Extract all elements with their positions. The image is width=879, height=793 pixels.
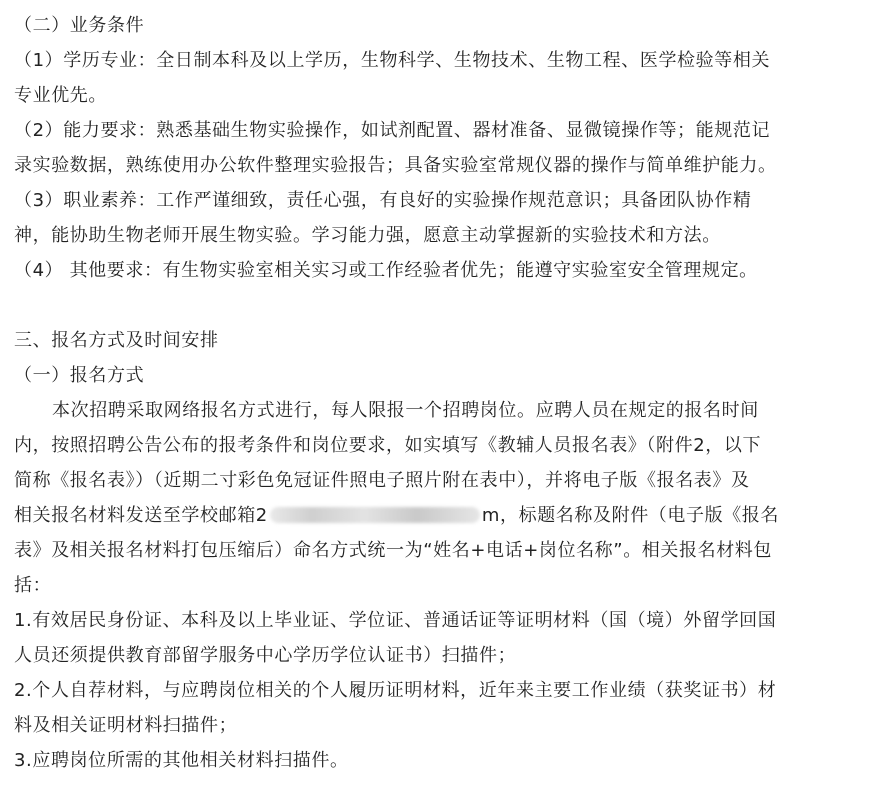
paragraph-line-3: 简称《报名表》）（近期二寸彩色免冠证件照电子照片附在表中），并将电子版《报名表》及	[14, 470, 750, 491]
email-prefix-text: 相关报名材料发送至学校邮箱2	[14, 505, 268, 526]
blank-line	[14, 288, 844, 323]
material-item-2-line-2: 料及相关证明材料扫描件；	[14, 715, 238, 736]
document-body	[14, 8, 844, 778]
material-item-2-line-1: 2.个人自荐材料，与应聘岗位相关的个人履历证明材料，近年来主要工作业绩（获奖证书）材	[14, 680, 777, 701]
paragraph-line-1: 本次招聘采取网络报名方式进行，每人限报一个招聘岗位。应聘人员在规定的报名时间	[52, 400, 759, 421]
subsection-heading-registration-method: （一）报名方式	[14, 365, 145, 386]
requirement-education-line-2: 专业优先。	[14, 85, 107, 106]
paragraph-line-6: 括：	[14, 575, 52, 596]
material-item-1-line-1: 1.有效居民身份证、本科及以上毕业证、学位证、普通话证等证明材料（国（境）外留学回国	[14, 610, 777, 631]
requirement-other-line-1: （4） 其他要求：有生物实验室相关实习或工作经验者优先；能遵守实验室安全管理规定。	[14, 260, 758, 281]
requirement-education-line-1: （1）学历专业：全日制本科及以上学历，生物科学、生物技术、生物工程、医学检验等相关	[14, 50, 771, 71]
paragraph-line-5: 表》及相关报名材料打包压缩后）命名方式统一为“姓名+电话+岗位名称”。相关报名材料包	[14, 540, 773, 561]
material-item-3-line-1: 3.应聘岗位所需的其他相关材料扫描件。	[14, 750, 349, 771]
requirement-ability-line-2: 录实验数据，熟练使用办公软件整理实验报告；具备实验室常规仪器的操作与简单维护能力。	[14, 155, 777, 176]
paragraph-line-4	[14, 498, 844, 533]
requirement-ability-line-1: （2）能力要求：熟悉基础生物实验操作，如试剂配置、器材准备、显微镜操作等；能规范记	[14, 120, 771, 141]
section-heading-business-conditions: （二）业务条件	[14, 15, 145, 36]
requirement-professionalism-line-2: 神，能协助生物老师开展生物实验。学习能力强，愿意主动掌握新的实验技术和方法。	[14, 225, 721, 246]
material-item-1-line-2: 人员还须提供教育部留学服务中心学历学位认证书）扫描件；	[14, 645, 517, 666]
section-heading-registration: 三、报名方式及时间安排	[14, 330, 219, 351]
requirement-professionalism-line-1: （3）职业素养：工作严谨细致，责任心强，有良好的实验操作规范意识；具备团队协作精	[14, 190, 752, 211]
paragraph-line-2: 内，按照招聘公告公布的报考条件和岗位要求，如实填写《教辅人员报名表》（附件2，以下	[14, 435, 762, 456]
email-suffix-text: m，标题名称及附件（电子版《报名	[481, 505, 779, 526]
redacted-email-blur	[270, 507, 480, 523]
